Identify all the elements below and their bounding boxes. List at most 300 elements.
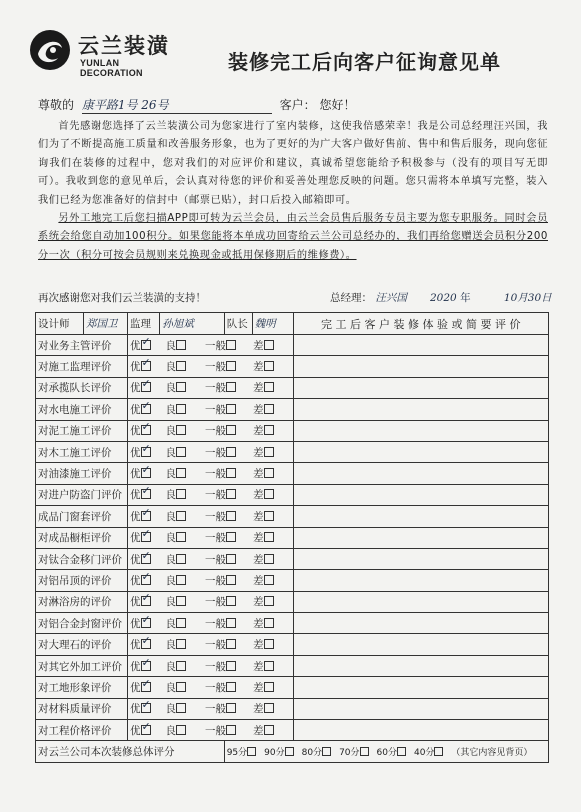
rating-option-label: 差 — [253, 574, 264, 587]
checked-checkbox-icon[interactable] — [141, 511, 151, 521]
checkbox-icon[interactable] — [226, 596, 236, 606]
rating-option[interactable] — [166, 509, 192, 524]
checkbox-icon[interactable] — [176, 532, 186, 542]
rating-option-label: 一般 — [205, 596, 226, 609]
checkbox-icon[interactable] — [434, 747, 443, 756]
rating-options — [128, 420, 294, 441]
evaluation-item-label: 对工地形象评价 — [36, 677, 128, 698]
rating-option[interactable] — [166, 530, 192, 545]
evaluation-comment-cell[interactable] — [293, 506, 549, 527]
evaluation-comment-cell[interactable] — [293, 570, 549, 591]
rating-option[interactable] — [130, 723, 156, 738]
rating-option[interactable] — [253, 359, 279, 374]
rating-option[interactable] — [166, 359, 192, 374]
rating-option-label: 差 — [253, 510, 264, 523]
evaluation-comment-cell[interactable] — [293, 420, 549, 441]
score-option-label: 60分 — [376, 748, 397, 759]
checked-checkbox-icon[interactable] — [141, 532, 151, 542]
checkbox-icon[interactable] — [226, 447, 236, 457]
checked-checkbox-icon[interactable] — [141, 425, 151, 435]
rating-option[interactable] — [253, 487, 279, 502]
rating-option-label: 优 — [130, 574, 141, 587]
rating-option-label: 差 — [253, 639, 264, 652]
rating-option[interactable] — [166, 594, 192, 609]
evaluation-comment-cell[interactable] — [293, 399, 549, 420]
company-logo — [28, 28, 178, 78]
rating-option[interactable] — [166, 701, 192, 716]
greeting-suffix: 客户： 您好！ — [279, 98, 356, 112]
evaluation-comment-cell[interactable] — [293, 441, 549, 462]
evaluation-item-label: 对进户防盗门评价 — [36, 484, 128, 505]
rating-option-label: 良 — [165, 489, 176, 502]
manager-signature — [330, 290, 435, 305]
rating-option[interactable] — [130, 573, 156, 588]
checkbox-icon[interactable] — [226, 340, 236, 350]
rating-option[interactable] — [205, 552, 241, 567]
rating-option-label: 良 — [165, 403, 176, 416]
checkbox-icon[interactable] — [226, 639, 236, 649]
rating-option[interactable] — [253, 423, 279, 438]
rating-option-label: 优 — [130, 382, 141, 395]
checkbox-icon[interactable] — [360, 747, 369, 756]
rating-option-label: 优 — [130, 403, 141, 416]
rating-option[interactable] — [253, 680, 279, 695]
rating-option-label: 良 — [165, 425, 176, 438]
checkbox-icon[interactable] — [176, 682, 186, 692]
rating-option-label: 一般 — [205, 468, 226, 481]
rating-option[interactable] — [205, 487, 241, 502]
rating-option[interactable] — [130, 530, 156, 545]
rating-option-label: 良 — [165, 574, 176, 587]
evaluation-comment-cell[interactable] — [293, 377, 549, 398]
rating-option-label: 优 — [130, 425, 141, 438]
rating-options — [128, 506, 294, 527]
checkbox-icon[interactable] — [226, 575, 236, 585]
checkbox-icon[interactable] — [226, 532, 236, 542]
checkbox-icon[interactable] — [226, 703, 236, 713]
evaluation-row — [36, 463, 549, 484]
evaluation-row — [36, 591, 549, 612]
evaluation-item-label: 对业务主管评价 — [36, 335, 128, 356]
rating-option[interactable] — [205, 423, 241, 438]
checkbox-icon[interactable] — [226, 618, 236, 628]
evaluation-comment-cell[interactable] — [293, 335, 549, 356]
staff-header-row — [36, 313, 549, 335]
checkbox-icon[interactable] — [264, 361, 274, 371]
checkbox-icon[interactable] — [264, 382, 274, 392]
evaluation-item-label: 对铝吊顶的评价 — [36, 570, 128, 591]
checkbox-icon[interactable] — [226, 682, 236, 692]
rating-option[interactable] — [205, 530, 241, 545]
logo-english-name: YUNLAN DECORATION — [80, 58, 143, 78]
rating-option[interactable] — [205, 616, 241, 631]
evaluation-table — [35, 312, 549, 763]
rating-option[interactable] — [130, 552, 156, 567]
rating-option-label: 差 — [253, 703, 264, 716]
score-option-label: 80分 — [301, 748, 323, 759]
rating-option[interactable] — [130, 637, 156, 652]
rating-option-label: 良 — [165, 382, 176, 395]
rating-option[interactable] — [166, 616, 192, 631]
rating-option-label: 优 — [130, 361, 141, 374]
checkbox-icon[interactable] — [176, 489, 186, 499]
rating-option[interactable] — [166, 723, 192, 738]
rating-option-label: 良 — [165, 703, 176, 716]
logo-chinese-name: 云兰装潢 — [78, 34, 170, 58]
checkbox-icon[interactable] — [176, 575, 186, 585]
evaluation-comment-cell[interactable] — [293, 720, 549, 741]
rating-option[interactable] — [253, 380, 279, 395]
evaluation-row — [36, 527, 549, 548]
rating-option-label: 优 — [130, 489, 141, 502]
rating-option[interactable] — [253, 723, 279, 738]
rating-options — [128, 335, 294, 356]
rating-option[interactable] — [166, 338, 192, 353]
checked-checkbox-icon[interactable] — [141, 618, 151, 628]
evaluation-comment-cell[interactable] — [293, 655, 549, 676]
checked-checkbox-icon[interactable] — [141, 404, 151, 414]
score-option[interactable] — [339, 745, 368, 758]
evaluation-row — [36, 484, 549, 505]
rating-option[interactable] — [253, 701, 279, 716]
back-page-note: （其它内容见背页） — [451, 748, 533, 759]
rating-option[interactable] — [253, 594, 279, 609]
evaluation-item-label: 对承揽队长评价 — [36, 377, 128, 398]
supervisor-label: 监理 — [128, 313, 160, 335]
checkbox-icon[interactable] — [264, 554, 274, 564]
rating-option-label: 一般 — [205, 639, 226, 652]
rating-options — [128, 377, 294, 398]
rating-option-label: 良 — [165, 596, 176, 609]
checkbox-icon[interactable] — [247, 747, 256, 756]
checked-checkbox-icon[interactable] — [141, 682, 151, 692]
checked-checkbox-icon[interactable] — [141, 575, 151, 585]
checkbox-icon[interactable] — [322, 747, 331, 756]
rating-option[interactable] — [166, 423, 192, 438]
rating-option-label: 差 — [253, 532, 264, 545]
evaluation-item-label: 对油漆施工评价 — [36, 463, 128, 484]
rating-option-label: 良 — [165, 468, 176, 481]
checkbox-icon[interactable] — [264, 618, 274, 628]
checked-checkbox-icon[interactable] — [141, 554, 151, 564]
rating-option[interactable] — [130, 509, 156, 524]
evaluation-comment-cell[interactable] — [293, 591, 549, 612]
evaluation-row — [36, 720, 549, 741]
rating-options — [128, 484, 294, 505]
rating-option[interactable] — [166, 487, 192, 502]
checkbox-icon[interactable] — [176, 425, 186, 435]
checkbox-icon[interactable] — [264, 468, 274, 478]
rating-option[interactable] — [166, 466, 192, 481]
checked-checkbox-icon[interactable] — [141, 382, 151, 392]
evaluation-comment-cell[interactable] — [293, 484, 549, 505]
checkbox-icon[interactable] — [226, 511, 236, 521]
checkbox-icon[interactable] — [226, 361, 236, 371]
rating-option-label: 差 — [253, 361, 264, 374]
score-option-label: 90分 — [264, 748, 285, 759]
rating-option-label: 良 — [165, 660, 176, 673]
rating-option-label: 一般 — [205, 403, 226, 416]
designer-value: 郑国卫 — [84, 313, 128, 335]
score-option[interactable] — [227, 745, 256, 758]
score-option[interactable] — [302, 745, 331, 758]
rating-option[interactable] — [205, 445, 241, 460]
rating-option-label: 良 — [165, 361, 176, 374]
rating-option[interactable] — [253, 616, 279, 631]
rating-option[interactable] — [130, 594, 156, 609]
customer-address: 康平路1号 26号 — [82, 96, 272, 114]
evaluation-comment-cell[interactable] — [293, 463, 549, 484]
rating-option-label: 差 — [253, 468, 264, 481]
rating-options — [128, 655, 294, 676]
evaluation-row — [36, 377, 549, 398]
checkbox-icon[interactable] — [264, 340, 274, 350]
checked-checkbox-icon[interactable] — [141, 725, 151, 735]
score-option[interactable] — [377, 745, 406, 758]
checkbox-icon[interactable] — [226, 554, 236, 564]
rating-option[interactable] — [205, 338, 241, 353]
rating-option[interactable] — [205, 701, 241, 716]
checkbox-icon[interactable] — [264, 575, 274, 585]
greeting — [38, 96, 356, 114]
rating-option[interactable] — [130, 616, 156, 631]
evaluation-comment-cell[interactable] — [293, 356, 549, 377]
rating-option-label: 良 — [165, 639, 176, 652]
rating-option[interactable] — [253, 573, 279, 588]
checkbox-icon[interactable] — [285, 747, 294, 756]
checked-checkbox-icon[interactable] — [141, 596, 151, 606]
rating-option-label: 一般 — [205, 703, 226, 716]
date-year: 2020 — [430, 292, 457, 304]
rating-option[interactable] — [166, 680, 192, 695]
rating-option[interactable] — [205, 380, 241, 395]
score-option-label: 95分 — [226, 748, 248, 759]
thanks-line: 再次感谢您对我们云兰装潢的支持！ — [38, 292, 206, 304]
checkbox-icon[interactable] — [176, 554, 186, 564]
checkbox-icon[interactable] — [264, 511, 274, 521]
rating-option[interactable] — [130, 380, 156, 395]
rating-option[interactable] — [130, 680, 156, 695]
rating-option-label: 一般 — [205, 681, 226, 694]
score-option[interactable] — [264, 745, 293, 758]
overall-score-options — [224, 741, 548, 762]
checked-checkbox-icon[interactable] — [141, 489, 151, 499]
team-leader-value: 魏明 — [252, 313, 293, 335]
checked-checkbox-icon[interactable] — [141, 447, 151, 457]
checkbox-icon[interactable] — [264, 404, 274, 414]
rating-option[interactable] — [253, 509, 279, 524]
rating-option-label: 差 — [253, 681, 264, 694]
checkbox-icon[interactable] — [176, 382, 186, 392]
checkbox-icon[interactable] — [176, 447, 186, 457]
checked-checkbox-icon[interactable] — [141, 703, 151, 713]
rating-option[interactable] — [205, 594, 241, 609]
rating-option[interactable] — [205, 359, 241, 374]
evaluation-row — [36, 506, 549, 527]
rating-option[interactable] — [205, 723, 241, 738]
checked-checkbox-icon[interactable] — [141, 361, 151, 371]
rating-option[interactable] — [130, 487, 156, 502]
checked-checkbox-icon[interactable] — [141, 661, 151, 671]
rating-option-label: 一般 — [205, 382, 226, 395]
checkbox-icon[interactable] — [226, 468, 236, 478]
rating-option[interactable] — [166, 445, 192, 460]
letter-paragraph-1: 首先感谢您选择了云兰装潢公司为您家进行了室内装修，这使我倍感荣幸！我是公司总经理汪兴国，我们为了不断提高施工质量和改善服务形象，也为了更好的为广大客户做好售前、售中和售后服务，现向您征询我们在装修的过程中，您对我们的对应评价和建议，真诚希望您能给予积极参与（没有的项目写无即可）。我收到您的意见单后，会认真对待您的评价和妥善处理您反映的问题。您只需将本单填写完整，装入我们已经为您准备好的信封中（邮票已贴），封口后投入邮箱即可。 — [38, 121, 548, 206]
rating-option-label: 差 — [253, 617, 264, 630]
checkbox-icon[interactable] — [264, 532, 274, 542]
evaluation-row — [36, 634, 549, 655]
letter-paragraph-2: 另外工地完工后您扫描APP即可转为云兰会员，由云兰会员售后服务专员主要为您专职服务。同时会员系统会给您自动加100积分。如果您能将本单成功回寄给云兰公司总经办的，我们再给您赠送会员积分200分一次（积分可按会员规则来兑换现金或抵用保修期后的维修费）。 — [38, 213, 548, 261]
evaluation-item-label: 对木工施工评价 — [36, 441, 128, 462]
evaluation-comment-cell[interactable] — [293, 634, 549, 655]
checkbox-icon[interactable] — [176, 361, 186, 371]
form-title: 装修完工后向客户征询意见单 — [228, 50, 501, 74]
evaluation-row — [36, 655, 549, 676]
evaluation-row — [36, 548, 549, 569]
checkbox-icon[interactable] — [226, 404, 236, 414]
rating-options — [128, 634, 294, 655]
rating-option[interactable] — [253, 466, 279, 481]
rating-option-label: 优 — [130, 724, 141, 737]
checkbox-icon[interactable] — [226, 725, 236, 735]
checkbox-icon[interactable] — [176, 404, 186, 414]
rating-option-label: 差 — [253, 446, 264, 459]
evaluation-row — [36, 570, 549, 591]
checkbox-icon[interactable] — [176, 468, 186, 478]
rating-option[interactable] — [253, 402, 279, 417]
checkbox-icon[interactable] — [176, 703, 186, 713]
rating-option[interactable] — [205, 573, 241, 588]
rating-options — [128, 399, 294, 420]
evaluation-row — [36, 698, 549, 719]
evaluation-comment-cell[interactable] — [293, 698, 549, 719]
evaluation-item-label: 对钛合金移门评价 — [36, 548, 128, 569]
score-option[interactable] — [414, 745, 443, 758]
rating-option-label: 优 — [130, 339, 141, 352]
rating-option[interactable] — [205, 637, 241, 652]
rating-option[interactable] — [130, 466, 156, 481]
rating-option[interactable] — [253, 659, 279, 674]
checked-checkbox-icon[interactable] — [141, 468, 151, 478]
checkbox-icon[interactable] — [264, 682, 274, 692]
rating-option[interactable] — [130, 338, 156, 353]
evaluation-item-label: 对材料质量评价 — [36, 698, 128, 719]
rating-option[interactable] — [205, 509, 241, 524]
evaluation-row — [36, 613, 549, 634]
rating-option[interactable] — [130, 701, 156, 716]
checked-checkbox-icon[interactable] — [141, 639, 151, 649]
rating-option-label: 差 — [253, 403, 264, 416]
rating-option[interactable] — [130, 359, 156, 374]
rating-option[interactable] — [205, 659, 241, 674]
checkbox-icon[interactable] — [264, 596, 274, 606]
evaluation-comment-cell[interactable] — [293, 677, 549, 698]
rating-option-label: 一般 — [205, 724, 226, 737]
rating-option[interactable] — [205, 402, 241, 417]
evaluation-comment-cell[interactable] — [293, 548, 549, 569]
rating-option[interactable] — [130, 402, 156, 417]
rating-option-label: 一般 — [205, 339, 226, 352]
evaluation-item-label: 对淋浴房的评价 — [36, 591, 128, 612]
checkbox-icon[interactable] — [264, 639, 274, 649]
evaluation-item-label: 对工程价格评价 — [36, 720, 128, 741]
rating-option-label: 一般 — [205, 553, 226, 566]
rating-option[interactable] — [166, 637, 192, 652]
rating-option[interactable] — [166, 402, 192, 417]
rating-option[interactable] — [253, 530, 279, 545]
rating-option-label: 差 — [253, 425, 264, 438]
rating-option[interactable] — [166, 573, 192, 588]
checkbox-icon[interactable] — [264, 703, 274, 713]
checkbox-icon[interactable] — [176, 661, 186, 671]
evaluation-row — [36, 399, 549, 420]
checkbox-icon[interactable] — [264, 447, 274, 457]
checked-checkbox-icon[interactable] — [141, 340, 151, 350]
rating-option[interactable] — [205, 466, 241, 481]
rating-option-label: 差 — [253, 553, 264, 566]
rating-option[interactable] — [205, 680, 241, 695]
rating-option[interactable] — [130, 445, 156, 460]
rating-option[interactable] — [253, 552, 279, 567]
score-option-label: 70分 — [339, 748, 360, 759]
checkbox-icon[interactable] — [176, 618, 186, 628]
evaluation-comment-cell[interactable] — [293, 527, 549, 548]
rating-option-label: 良 — [165, 532, 176, 545]
checkbox-icon[interactable] — [397, 747, 406, 756]
rating-option-label: 一般 — [205, 532, 226, 545]
evaluation-comment-cell[interactable] — [293, 613, 549, 634]
rating-option-label: 一般 — [205, 361, 226, 374]
checkbox-icon[interactable] — [176, 511, 186, 521]
rating-option-label: 优 — [130, 510, 141, 523]
manager-name: 汪兴国 — [375, 292, 407, 304]
eval-column-title: 完 工 后 客 户 装 修 体 验 或 简 要 评 价 — [293, 313, 549, 335]
rating-option-label: 优 — [130, 660, 141, 673]
checkbox-icon[interactable] — [176, 340, 186, 350]
rating-option[interactable] — [130, 423, 156, 438]
supervisor-value: 孙旭斌 — [160, 313, 224, 335]
rating-option[interactable] — [166, 659, 192, 674]
rating-option[interactable] — [166, 380, 192, 395]
rating-option-label: 差 — [253, 660, 264, 673]
score-option-label: 40分 — [413, 748, 435, 759]
checkbox-icon[interactable] — [176, 725, 186, 735]
checkbox-icon[interactable] — [264, 425, 274, 435]
rating-option-label: 良 — [165, 553, 176, 566]
checkbox-icon[interactable] — [226, 425, 236, 435]
evaluation-item-label: 对大理石的评价 — [36, 634, 128, 655]
rating-option[interactable] — [253, 637, 279, 652]
checkbox-icon[interactable] — [226, 661, 236, 671]
checkbox-icon[interactable] — [176, 596, 186, 606]
checkbox-icon[interactable] — [264, 725, 274, 735]
rating-option-label: 一般 — [205, 446, 226, 459]
designer-label: 设计师 — [36, 313, 84, 335]
rating-option-label: 一般 — [205, 660, 226, 673]
evaluation-row — [36, 356, 549, 377]
checkbox-icon[interactable] — [264, 661, 274, 671]
rating-option[interactable] — [166, 552, 192, 567]
rating-option-label: 一般 — [205, 489, 226, 502]
checkbox-icon[interactable] — [226, 489, 236, 499]
overall-score-row — [36, 741, 549, 762]
checkbox-icon[interactable] — [176, 639, 186, 649]
checkbox-icon[interactable] — [226, 382, 236, 392]
rating-option[interactable] — [253, 338, 279, 353]
rating-option[interactable] — [253, 445, 279, 460]
rating-option[interactable] — [130, 659, 156, 674]
checkbox-icon[interactable] — [264, 489, 274, 499]
